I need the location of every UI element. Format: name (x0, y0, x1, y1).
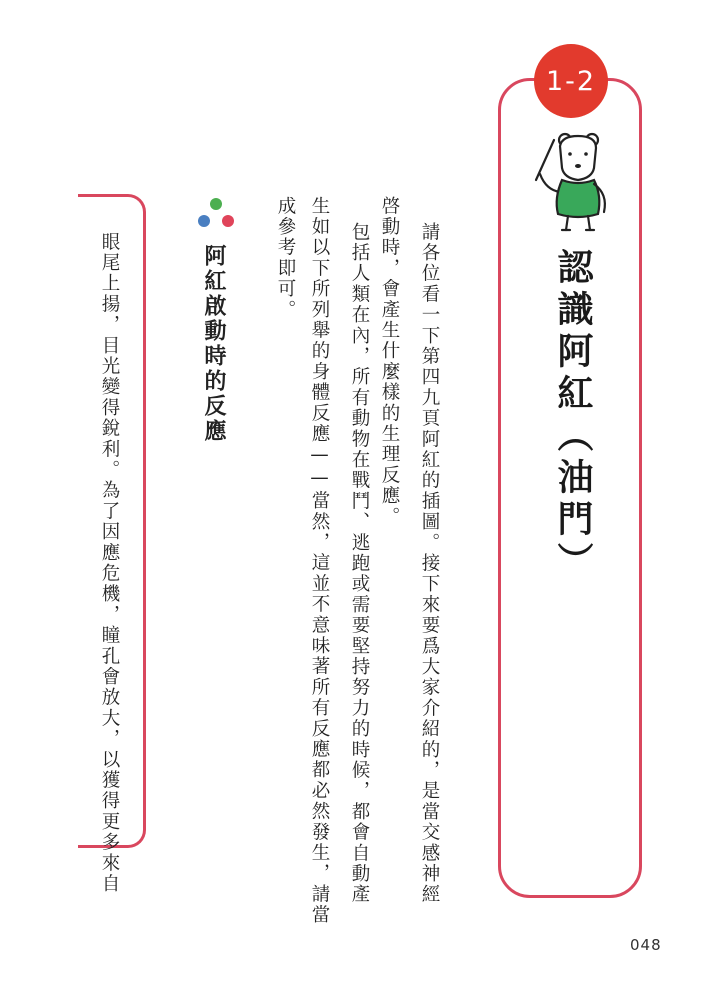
tri-dot-icon (186, 192, 246, 232)
body-column-4: 生如以下所列舉的身體反應——當然，這並不意味著所有反應都必然發生，請當 (309, 196, 330, 926)
section-heading: 阿紅啟動時的反應 (201, 244, 226, 444)
body-column-5: 成參考即可。 (275, 196, 296, 321)
blue-dot-icon (198, 215, 210, 227)
bear-with-pointer-icon (532, 128, 618, 232)
page-number: 048 (630, 936, 662, 954)
chapter-number-badge (534, 44, 608, 118)
chapter-title: 認識阿紅（油門） (552, 248, 593, 584)
chapter-number: 1-2 (545, 65, 597, 97)
red-dot-icon (222, 215, 234, 227)
body-column-2: 啓動時，會產生什麼樣的生理反應。 (379, 196, 400, 528)
green-dot-icon (210, 198, 222, 210)
sidebar-text: 眼尾上揚，目光變得銳利。為了因應危機，瞳孔會放大，以獲得更多來自 (99, 232, 120, 895)
body-column-3: 包括人類在內，所有動物在戰鬥、逃跑或需要堅持努力的時候，都會自動產 (349, 222, 370, 906)
body-column-1: 請各位看一下第四九頁阿紅的插圖。接下來要爲大家介紹的，是當交感神經 (419, 222, 440, 906)
